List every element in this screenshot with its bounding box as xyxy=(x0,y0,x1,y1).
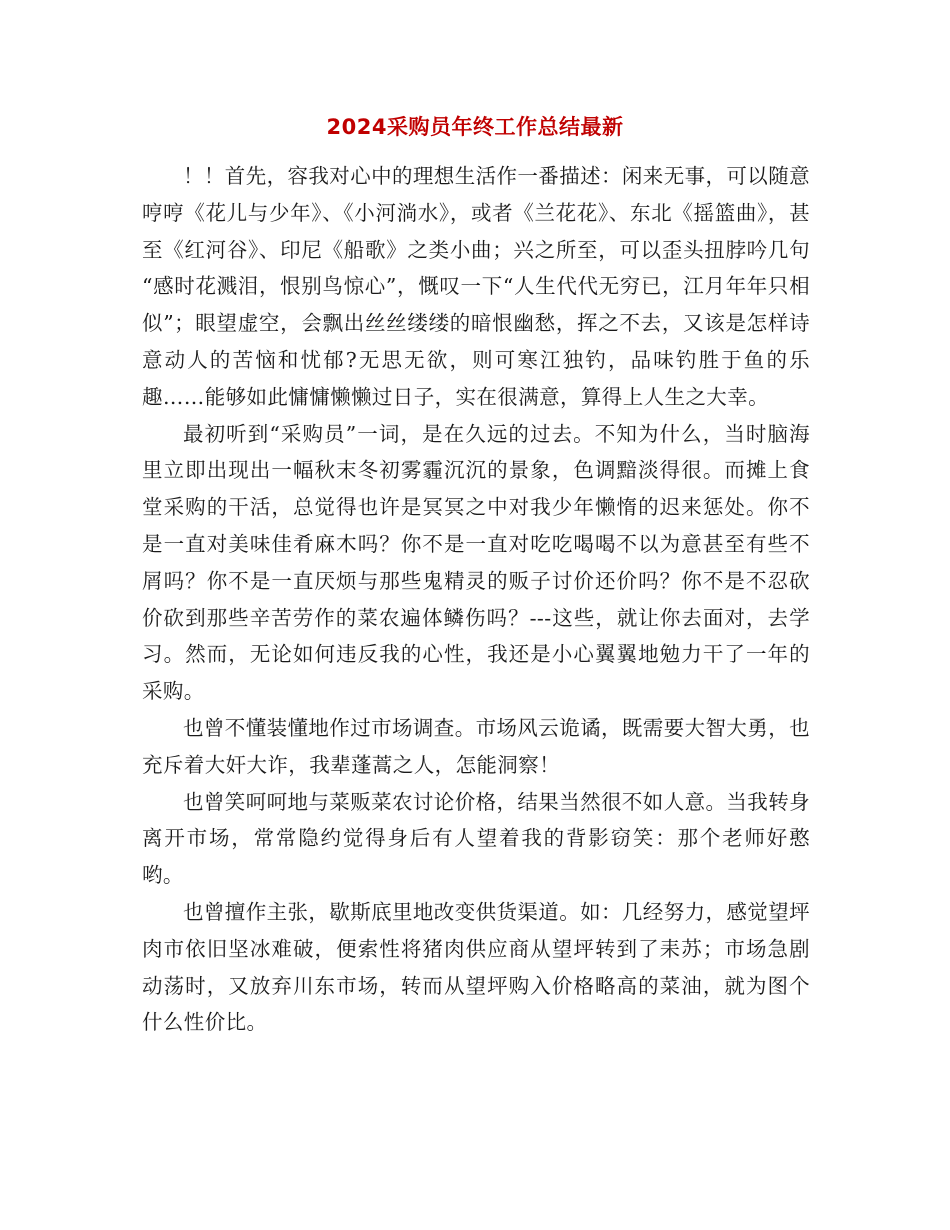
document-title: 2024采购员年终工作总结最新 xyxy=(326,115,624,139)
paragraph: 也曾擅作主张，歇斯底里地改变供货渠道。如：几经努力，感觉望坪肉市依旧坚冰难破，便索性将猪肉供应商从望坪转到了耒苏；市场急剧动荡时，又放弃川东市场，转而从望坪购入价格略高的菜油，就为图个什么性价比。 xyxy=(142,899,810,1035)
paragraph: 最初听到“采购员”一词，是在久远的过去。不知为什么，当时脑海里立即出现出一幅秋末冬初雾霾沉沉的景象，色调黯淡得很。而摊上食堂采购的干活，总觉得也许是冥冥之中对我少年懒惰的迟来惩处。你不是一直对美味佳肴麻木吗？你不是一直对吃吃喝喝不以为意甚至有些不屑吗？你不是一直厌烦与那些鬼精灵的贩子讨价还价吗？你不是不忍砍价砍到那些辛苦劳作的菜农遍体鳞伤吗？---这些，就让你去面对，去学习。然而，无论如何违反我的心性，我还是小心翼翼地勉力干了一年的采购。 xyxy=(142,421,810,704)
paragraph: 也曾笑呵呵地与菜贩菜农讨论价格，结果当然很不如人意。当我转身离开市场，常常隐约觉得身后有人望着我的背影窃笑：那个老师好憨哟。 xyxy=(142,789,810,888)
paragraph: 也曾不懂装懂地作过市场调查。市场风云诡谲，既需要大智大勇，也充斥着大奸大诈，我辈蓬蒿之人，怎能洞察！ xyxy=(142,715,810,777)
paragraph: ！！首先，容我对心中的理想生活作一番描述：闲来无事，可以随意哼哼《花儿与少年》、《小河淌水》，或者《兰花花》、东北《摇篮曲》，甚至《红河谷》、印尼《船歌》之类小曲；兴之所至，可以歪头扭脖吟几句 “感时花溅泪，恨别鸟惊心”，慨叹一下“人生代代无穷已，江月年年只相似”；眼望虚空，会飘出丝丝缕缕的暗恨幽愁，挥之不去，又该是怎样诗意动人的苦恼和忧郁?无思无欲，则可寒江独钓，品味钓胜于鱼的乐趣……能够如此慵慵懒懒过日子，实在很满意，算得上人生之大幸。 xyxy=(142,164,810,409)
document-body xyxy=(142,158,810,1041)
